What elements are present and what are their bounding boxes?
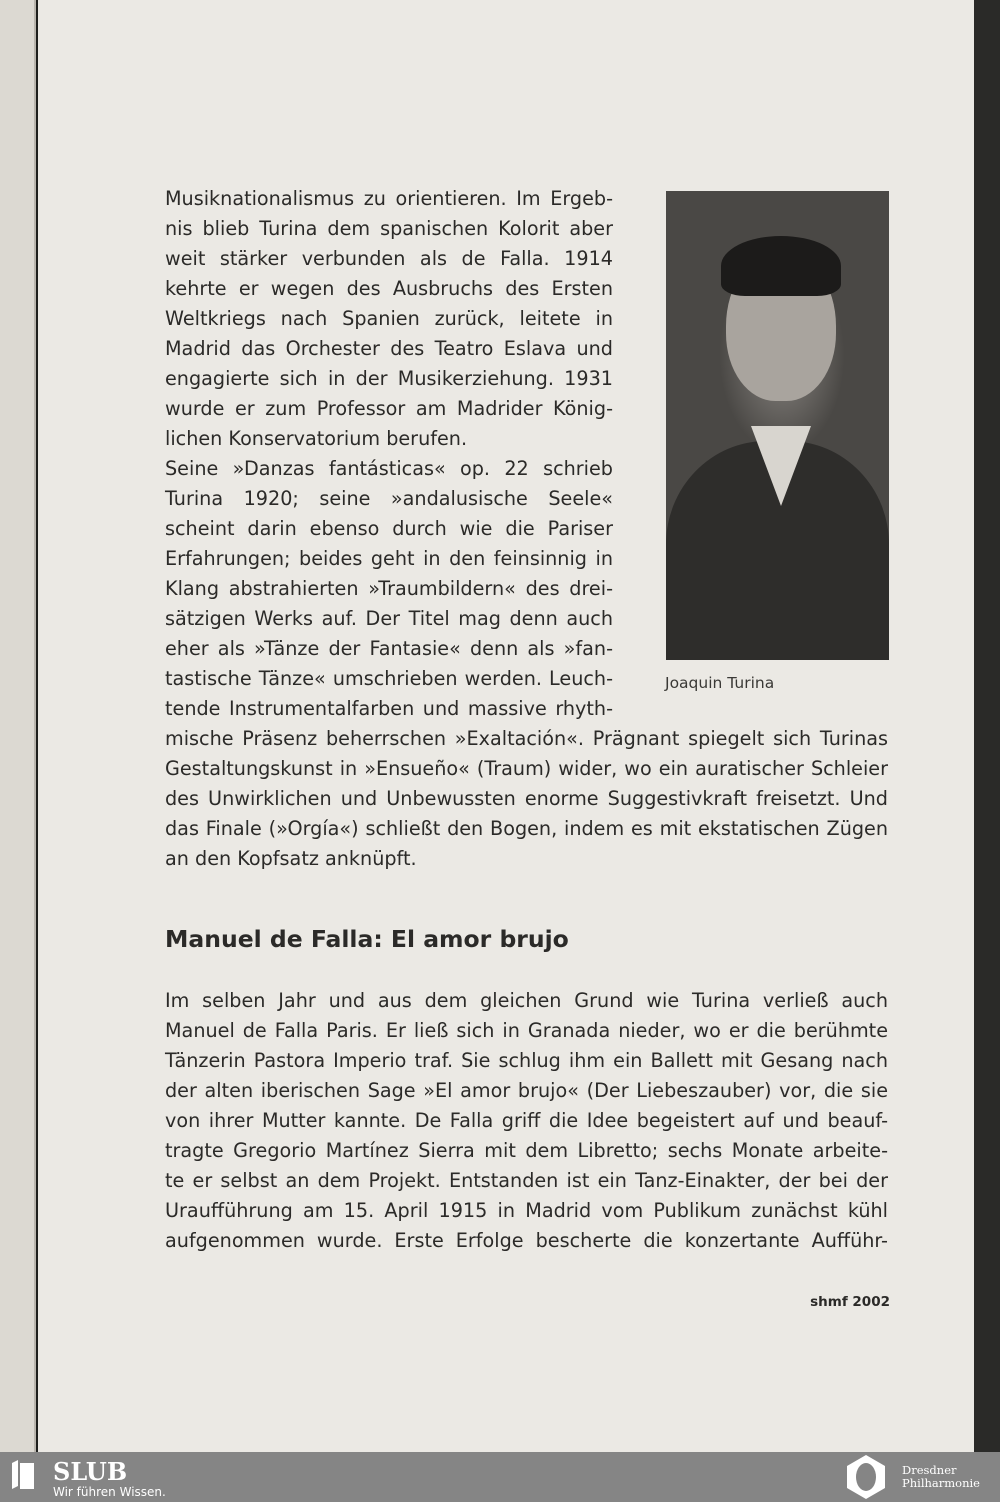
page-footer-label: shmf 2002	[810, 1294, 890, 1310]
text-line: tende Instrumentalfarben und massive rhyth-	[165, 697, 613, 720]
text-line: tragte Gregorio Martínez Sierra mit dem Libretto; sechs Monate arbeite-	[165, 1139, 888, 1162]
text-line: mische Präsenz beherrschen »Exaltación«. Prägnant spiegelt sich Turinas	[165, 727, 888, 750]
text-line: Turina 1920; seine »andalusische Seele«	[165, 487, 613, 510]
text-line: an den Kopfsatz anknüpft.	[165, 847, 417, 870]
text-line: Gestaltungskunst in »Ensueño« (Traum) wider, wo ein auratischer Schleier	[165, 757, 888, 780]
text-line: Weltkriegs nach Spanien zurück, leitete in	[165, 307, 613, 330]
text-line: Im selben Jahr und aus dem gleichen Grund wie Turina verließ auch	[165, 989, 888, 1012]
slub-book-icon	[10, 1460, 36, 1490]
text-line: von ihrer Mutter kannte. De Falla griff die Idee begeistert auf und beauf-	[165, 1109, 888, 1132]
text-line: Musiknationalismus zu orientieren. Im Ergeb-	[165, 187, 613, 210]
text-line: Madrid das Orchester des Teatro Eslava und	[165, 337, 613, 360]
photo-caption: Joaquin Turina	[665, 674, 775, 692]
text-line: nis blieb Turina dem spanischen Kolorit aber	[165, 217, 613, 240]
text-line: das Finale (»Orgía«) schließt den Bogen, indem es mit ekstatischen Zügen	[165, 817, 888, 840]
text-line: kehrte er wegen des Ausbruchs des Ersten	[165, 277, 613, 300]
footer-bar	[0, 1452, 1000, 1502]
text-line: Klang abstrahierten »Traumbildern« des drei-	[165, 577, 613, 600]
text-line: sätzigen Werks auf. Der Titel mag denn auch	[165, 607, 613, 630]
text-line: Tänzerin Pastora Imperio traf. Sie schlug ihm ein Ballett mit Gesang nach	[165, 1049, 888, 1072]
text-line: weit stärker verbunden als de Falla. 1914	[165, 247, 613, 270]
text-line: scheint darin ebenso durch wie die Pariser	[165, 517, 613, 540]
text-line: eher als »Tänze der Fantasie« denn als »fan-	[165, 637, 613, 660]
philharmonie-name	[902, 1464, 980, 1490]
slub-tagline: Wir führen Wissen.	[53, 1485, 166, 1499]
text-line: Erfahrungen; beides geht in den feinsinnig in	[165, 547, 613, 570]
slub-logo-text[interactable]: SLUB	[53, 1457, 128, 1486]
text-line: Uraufführung am 15. April 1915 in Madrid vom Publikum zunächst kühl	[165, 1199, 888, 1222]
text-line: Manuel de Falla Paris. Er ließ sich in Granada nieder, wo er die berühmte	[165, 1019, 888, 1042]
section-heading: Manuel de Falla: El amor brujo	[165, 925, 569, 953]
text-line: Seine »Danzas fantásticas« op. 22 schrieb	[165, 457, 613, 480]
text-line: des Unwirklichen und Unbewussten enorme Suggestivkraft freisetzt. Und	[165, 787, 888, 810]
text-line: tastische Tänze« umschrieben werden. Leuch-	[165, 667, 613, 690]
philharmonie-logo-icon	[843, 1454, 889, 1500]
text-line: aufgenommen wurde. Erste Erfolge bescherte die konzertante Aufführ-	[165, 1229, 888, 1252]
left-page-edge	[0, 0, 36, 1452]
partner-line-2: Philharmonie	[902, 1476, 980, 1490]
text-line: engagierte sich in der Musikerziehung. 1931	[165, 367, 613, 390]
partner-line-1: Dresdner	[902, 1463, 957, 1477]
text-line: der alten iberischen Sage »El amor brujo« (Der Liebeszauber) vor, die sie	[165, 1079, 888, 1102]
text-line: wurde er zum Professor am Madrider König-	[165, 397, 613, 420]
portrait-photo	[666, 191, 889, 660]
text-line: te er selbst an dem Projekt. Entstanden ist ein Tanz-Einakter, der bei der	[165, 1169, 888, 1192]
right-page-edge	[974, 0, 1000, 1452]
text-line: lichen Konservatorium berufen.	[165, 427, 468, 450]
